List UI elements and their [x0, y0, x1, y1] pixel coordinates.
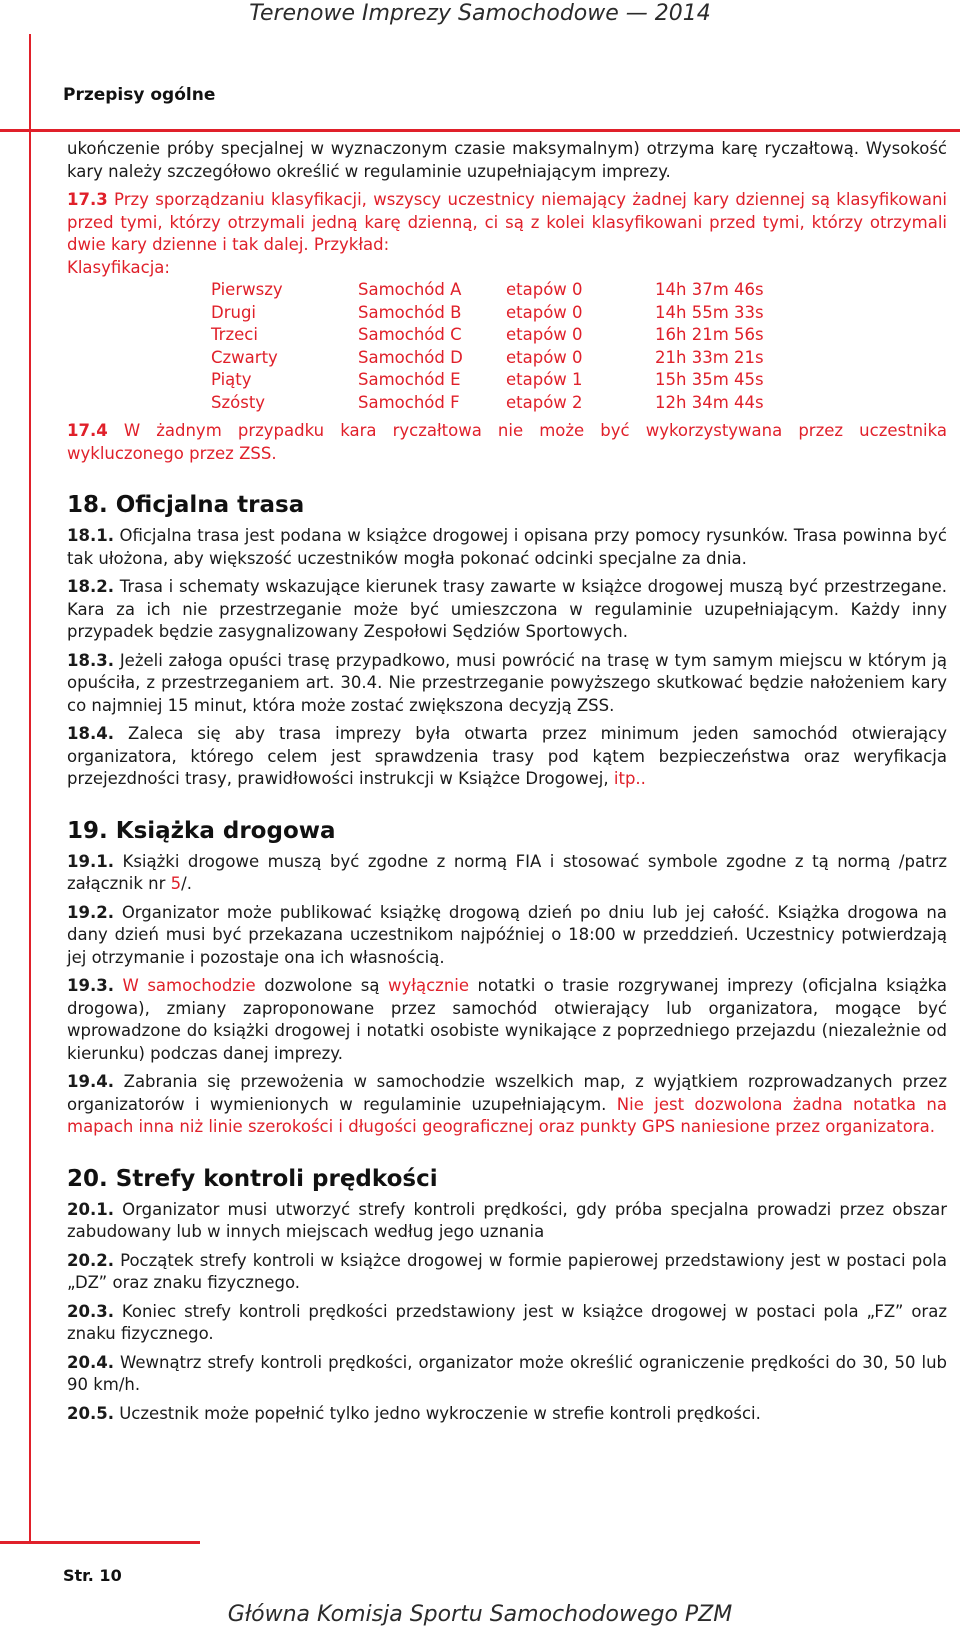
- paragraph-text: Początek strefy kontroli w książce drogowej w formie papierowej przedstawiony jest w postaci pola „DZ” oraz znaku fizycznego.: [67, 1250, 947, 1292]
- stages-cell: etapów 0: [506, 347, 583, 367]
- intro-paragraph: ukończenie próby specjalnej w wyznaczonym czasie maksymalnym) otrzyma karę ryczałtową. Wysokość kary należy szczegółowo określić w regulaminie uzupełniającym imprezy.: [67, 139, 947, 181]
- paragraph-text: Oficjalna trasa jest podana w książce drogowej i opisana przy pomocy rysunków. Trasa powinna być tak ułożona, aby większość uczestników mogła pokonać odcinki specjalne za dnia.: [67, 526, 947, 568]
- paragraph-text: W żadnym przypadku kara ryczałtowa nie może być wykorzystywana przez uczestnika wykluczonego przez ZSS.: [67, 421, 947, 463]
- paragraph-text: Koniec strefy kontroli prędkości przedstawiony jest w książce drogowej w postaci pola „FZ” oraz znaku fizycznego.: [67, 1301, 947, 1343]
- paragraph-text: Uczestnik może popełnić tylko jedno wykroczenie w strefie kontroli prędkości.: [113, 1403, 761, 1423]
- paragraph-19-2: [67, 902, 947, 970]
- paragraph-18-3: [67, 650, 947, 718]
- paragraph-number: 19.1.: [67, 851, 114, 871]
- document-header-title: Terenowe Imprezy Samochodowe — 2014: [249, 1, 711, 26]
- paragraph-text: Trasa i schematy wskazujące kierunek trasy zawarte w książce drogowej muszą być przestrzegane. Kara za ich nie przestrzeganie może być umieszczona w regulaminie uzupełniającym. Każdy inny przypadek będzie zasygnalizowany Zespołowi Sędziów Sportowych.: [67, 577, 947, 641]
- paragraph-number: 19.3.: [67, 976, 114, 995]
- time-cell: 16h 21m 56s: [655, 325, 764, 344]
- stages-cell: etapów 0: [506, 280, 583, 299]
- classification-table: [67, 279, 947, 414]
- paragraph-number: 19.2.: [67, 902, 114, 922]
- paragraph-20-3: [67, 1301, 947, 1346]
- paragraph-text-red: wyłącznie: [388, 976, 470, 995]
- time-cell: 21h 33m 21s: [655, 347, 764, 367]
- paragraph-17-3: [67, 189, 947, 257]
- paragraph-number: 17.4: [67, 421, 108, 440]
- footer-rule: [0, 1541, 200, 1544]
- paragraph-text: Książki drogowe muszą być zgodne z normą FIA i stosować symbole zgodne z tą normą /patrz załącznik nr: [67, 851, 947, 893]
- paragraph-number: 20.3.: [67, 1301, 114, 1321]
- section-heading-18: 18. Oficjalna trasa: [67, 492, 305, 518]
- paragraph-text: dozwolone są: [255, 976, 389, 995]
- document-body: [67, 138, 947, 1425]
- car-cell: Samochód A: [358, 280, 462, 299]
- place-cell: Drugi: [211, 302, 257, 322]
- car-cell: Samochód D: [358, 347, 463, 367]
- paragraph-19-1: [67, 851, 947, 896]
- paragraph-number: 19.4.: [67, 1072, 114, 1091]
- place-cell: Piąty: [211, 370, 252, 389]
- paragraph-number: 20.2.: [67, 1250, 114, 1270]
- paragraph-text-red: 5: [170, 874, 182, 893]
- classification-label: Klasyfikacja:: [67, 257, 170, 277]
- paragraph-number: 18.3.: [67, 650, 114, 670]
- time-cell: 14h 55m 33s: [655, 302, 764, 322]
- car-cell: Samochód F: [358, 392, 460, 412]
- header-rule: [0, 129, 960, 132]
- time-cell: 15h 35m 45s: [655, 370, 764, 389]
- table-row: [67, 392, 947, 415]
- paragraph-19-4: [67, 1071, 947, 1139]
- section-heading-19: 19. Książka drogowa: [67, 817, 336, 844]
- paragraph-18-2: [67, 576, 947, 644]
- stages-cell: etapów 2: [506, 392, 583, 412]
- paragraph-text-red: W samochodzie: [113, 976, 256, 995]
- paragraph-text: Przy sporządzaniu klasyfikacji, wszyscy uczestnicy niemający żadnej kary dziennej są klasyfikowani przed tymi, którzy otrzymali jedną karę dzienną, ci są z kolei klasyfikowani przed tymi, którzy otrzymali dwie kary dzienne i tak dalej.: [67, 190, 947, 254]
- paragraph-20-5: [67, 1403, 947, 1426]
- paragraph-20-2: [67, 1250, 947, 1295]
- paragraph-number: 20.4.: [67, 1352, 114, 1372]
- table-row: [67, 347, 947, 370]
- paragraph-text: Jeżeli załoga opuści trasę przypadkowo, musi powrócić na trasę w tym samym miejscu w którym ją opuściła, z przestrzeganiem art. 30.4. Nie przestrzeganie powyższego skutkować będzie nałożeniem kary co najmniej 15 minut, która może zostać zwiększona decyzją ZSS.: [67, 650, 947, 715]
- margin-rule-vertical: [29, 34, 31, 1544]
- paragraph-20-4: [67, 1352, 947, 1397]
- paragraph-text: Zaleca się aby trasa imprezy była otwarta przez minimum jeden samochód otwierający organizatora, którego celem jest sprawdzenia trasy pod kątem bezpieczeństwa oraz weryfikacja przejezdności trasy, prawidłowości instrukcji w Książce Drogowej,: [67, 724, 947, 788]
- paragraph-number: 18.4.: [67, 724, 114, 743]
- paragraph-text-tail: /.: [181, 874, 192, 893]
- paragraph-text: Zabrania się przewożenia w samochodzie wszelkich map, z wyjątkiem rozprowadzanych przez organizatorów i wymienionych w regulaminie uzupełniającym.: [67, 1072, 947, 1114]
- paragraph-19-3: [67, 975, 947, 1065]
- car-cell: Samochód B: [358, 302, 462, 322]
- place-cell: Trzeci: [211, 325, 258, 344]
- time-cell: 14h 37m 46s: [655, 280, 764, 299]
- paragraph-text: Wewnątrz strefy kontroli prędkości, organizator może określić ograniczenie prędkości do 30, 50 lub 90 km/h.: [67, 1352, 947, 1394]
- document-footer-org: Główna Komisja Sportu Samochodowego PZM: [227, 1602, 733, 1627]
- place-cell: Czwarty: [211, 347, 278, 367]
- section-label: Przepisy ogólne: [63, 85, 216, 105]
- paragraph-text: Organizator musi utworzyć strefy kontroli prędkości, gdy próba specjalna prowadzi przez obszar zabudowany lub w innych miejscach według jego uznania: [67, 1199, 947, 1241]
- car-cell: Samochód C: [358, 325, 462, 344]
- paragraph-number: 17.3: [67, 190, 108, 209]
- table-row: [67, 279, 947, 302]
- paragraph-number: 18.1.: [67, 526, 114, 545]
- paragraph-number: 18.2.: [67, 577, 114, 596]
- page-number: Str. 10: [63, 1566, 122, 1585]
- paragraph-text-example: Przykład:: [308, 235, 390, 254]
- time-cell: 12h 34m 44s: [655, 392, 764, 412]
- paragraph-number: 20.1.: [67, 1199, 114, 1219]
- stages-cell: etapów 0: [506, 302, 583, 322]
- section-heading-20: 20. Strefy kontroli prędkości: [67, 1165, 438, 1192]
- table-row: [67, 369, 947, 392]
- place-cell: Szósty: [211, 392, 266, 412]
- paragraph-text-red: Nie jest dozwolona żadna notatka na mapach inna niż linie szerokości i długości geograficznej oraz punkty GPS naniesione przez organizatora.: [67, 1094, 947, 1136]
- paragraph-17-4: [67, 420, 947, 465]
- paragraph-number: 20.5.: [67, 1403, 114, 1423]
- paragraph-18-4: [67, 723, 947, 791]
- stages-cell: etapów 1: [506, 370, 583, 389]
- paragraph-text: notatki o trasie rozgrywanej imprezy (oficjalna książka drogowa), zmiany zaproponowane przez samochód otwierający lub organizatora, mogące być wprowadzone do książki drogowej i notatki osobiste wynikające z poprzedniego przejazdu (niezależnie od kierunku) podczas danej imprezy.: [67, 976, 947, 1063]
- table-row: [67, 302, 947, 325]
- paragraph-20-1: [67, 1199, 947, 1244]
- paragraph-text: Organizator może publikować książkę drogową dzień po dniu lub jej całość. Książka drogowa na dany dzień musi być przekazana uczestnikom najpóźniej o 18:00 w przeddzień. Uczestnicy potwierdzają jej otrzymanie i pozostaje ona ich własnością.: [67, 902, 947, 967]
- table-row: [67, 324, 947, 347]
- place-cell: Pierwszy: [211, 280, 283, 299]
- car-cell: Samochód E: [358, 370, 461, 389]
- paragraph-text-red: itp..: [613, 769, 646, 788]
- paragraph-18-1: [67, 525, 947, 570]
- stages-cell: etapów 0: [506, 325, 583, 344]
